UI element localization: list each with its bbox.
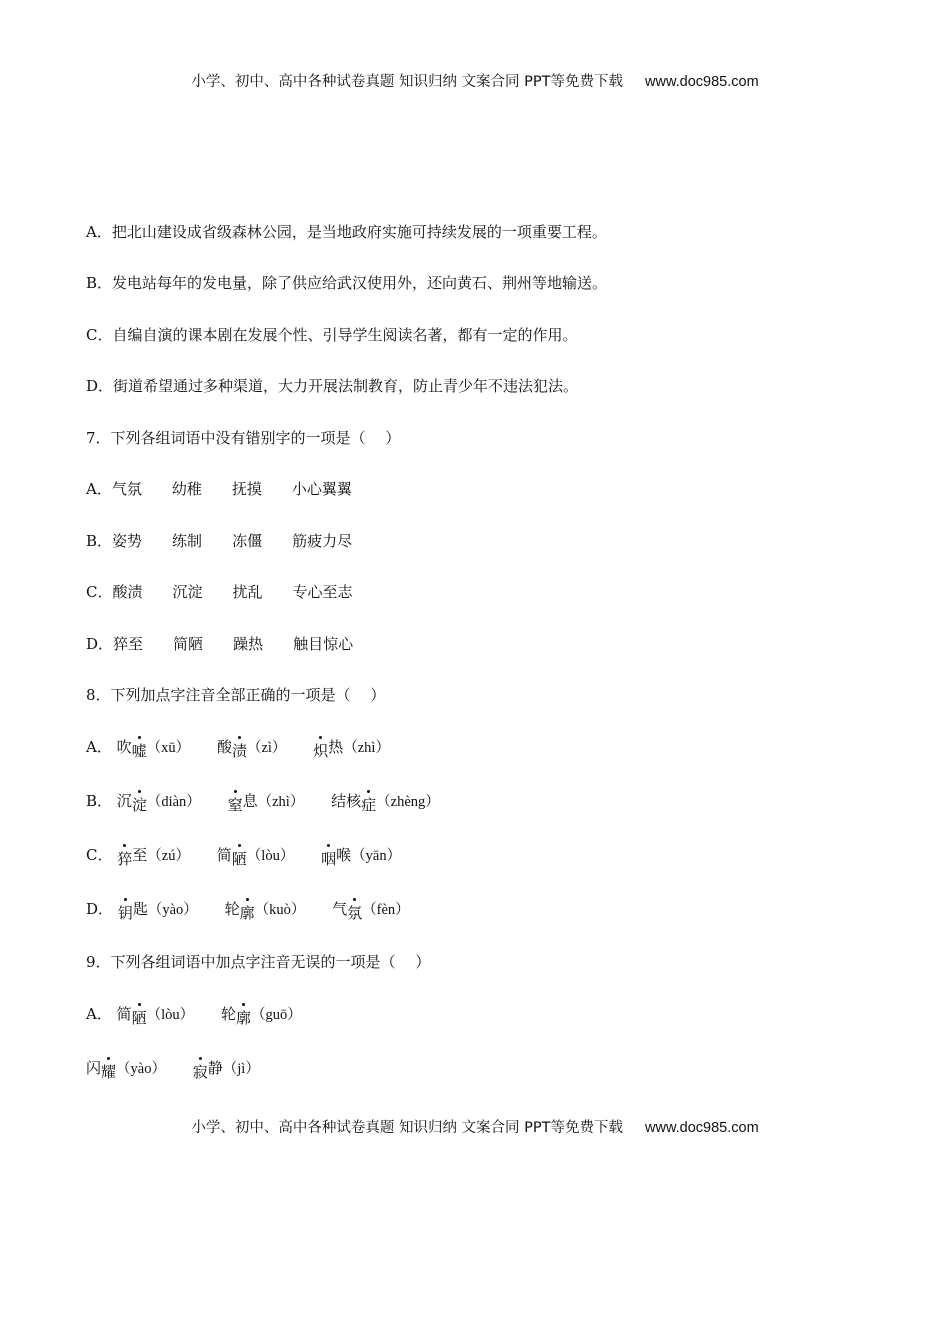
- char-plain: 结核: [331, 792, 362, 810]
- option-label: D．: [86, 900, 114, 918]
- option-label: C．: [86, 583, 113, 601]
- pinyin-item: [331, 792, 440, 814]
- pinyin-item: [321, 846, 402, 868]
- char-plain: 酸: [216, 738, 232, 756]
- footer-site-link[interactable]: www.doc985.com: [645, 1120, 759, 1136]
- pinyin-item: [224, 900, 306, 922]
- pinyin: （lòu）: [146, 1007, 195, 1023]
- pinyin-item: [227, 792, 305, 814]
- word: 幼稚: [171, 480, 202, 498]
- pinyin-item: [216, 846, 295, 868]
- pinyin-item: [116, 792, 201, 814]
- q6-option-c: [86, 325, 578, 345]
- pinyin-item: [117, 900, 198, 922]
- option-label: D．: [86, 377, 114, 395]
- q6-option-b: [86, 273, 607, 293]
- q7-option-c: [86, 582, 383, 602]
- word: 触目惊心: [293, 635, 354, 653]
- dotted-char: 陋: [231, 850, 247, 868]
- q9-stem: 9．下列各组词语中加点字注音无误的一项是（ ）: [86, 953, 431, 971]
- char-plain: 轮: [220, 1005, 236, 1023]
- word: 姿势: [112, 532, 143, 550]
- option-text: 把北山建设成省级森林公园，是当地政府实施可持续发展的一项重要工程。: [111, 223, 607, 241]
- pinyin-item: [116, 1005, 195, 1027]
- option-label: A．: [86, 1005, 112, 1023]
- option-text: 自编自演的课本剧在发展个性、引导学生阅读名著，都有一定的作用。: [112, 326, 578, 344]
- word: 简陋: [173, 635, 204, 653]
- char-plain: 气: [332, 900, 348, 918]
- option-label: D．: [86, 635, 114, 653]
- pinyin: （lòu）: [246, 848, 295, 864]
- header-text: 小学、初中、高中各种试卷真题 知识归纳 文案合同 PPT等免费下载: [191, 74, 624, 90]
- char-plain: 匙: [132, 900, 148, 918]
- footer-banner: [0, 1116, 950, 1137]
- char-plain: 简: [116, 1005, 132, 1023]
- word: 气氛: [111, 480, 142, 498]
- pinyin-item: [313, 738, 390, 760]
- pinyin: （xū）: [146, 740, 191, 756]
- dotted-char: 廓: [235, 1009, 251, 1027]
- header-site-link[interactable]: www.doc985.com: [645, 74, 759, 90]
- word: 冻僵: [232, 532, 263, 550]
- option-label: C．: [86, 846, 113, 864]
- footer-text: 小学、初中、高中各种试卷真题 知识归纳 文案合同 PPT等免费下载: [191, 1120, 624, 1136]
- word: 抚摸: [231, 480, 262, 498]
- pinyin: （yān）: [351, 848, 402, 864]
- word: 猝至: [113, 635, 144, 653]
- q8-option-a: [86, 737, 390, 758]
- dotted-char: 咽: [321, 850, 337, 868]
- char-plain: 喉: [336, 846, 352, 864]
- pinyin-item: [220, 1005, 302, 1027]
- dotted-char: 淀: [131, 796, 147, 814]
- char-plain: 息: [242, 792, 258, 810]
- char-plain: 闪: [86, 1059, 102, 1077]
- pinyin: （zhì）: [257, 794, 305, 810]
- dotted-char: 渍: [231, 742, 247, 760]
- dotted-char: 炽: [313, 742, 329, 760]
- header-banner: [0, 70, 950, 91]
- q9-option-a: [86, 1004, 302, 1025]
- dotted-char: 廓: [239, 904, 255, 922]
- q9-option-a-continuation: [86, 1058, 260, 1079]
- pinyin: （yào）: [147, 902, 198, 918]
- pinyin-item: [117, 846, 190, 868]
- dotted-char: 氛: [347, 904, 363, 922]
- word: 筋疲力尽: [292, 532, 353, 550]
- pinyin: （fèn）: [362, 902, 410, 918]
- dotted-char: 陋: [131, 1009, 147, 1027]
- q6-option-d: [86, 376, 578, 396]
- pinyin-item: [332, 900, 410, 922]
- q7-option-b: [86, 531, 382, 551]
- option-text: 发电站每年的发电量，除了供应给武汉使用外，还向黄石、荆州等地输送。: [112, 274, 608, 292]
- char-plain: 简: [216, 846, 232, 864]
- char-plain: 沉: [116, 792, 132, 810]
- word: 扰乱: [232, 583, 263, 601]
- option-label: A．: [86, 223, 112, 241]
- pinyin-item: [86, 1059, 166, 1081]
- option-label: B．: [86, 274, 113, 292]
- option-label: C．: [86, 326, 113, 344]
- option-label: A．: [86, 480, 112, 498]
- q8-option-b: [86, 791, 440, 812]
- char-plain: 静: [207, 1059, 223, 1077]
- dotted-char: 寂: [192, 1063, 208, 1081]
- pinyin: （guō）: [251, 1007, 302, 1023]
- q6-option-a: [86, 222, 607, 242]
- word: 酸渍: [112, 583, 143, 601]
- dotted-char: 钥: [117, 904, 133, 922]
- pinyin: （zhì）: [343, 740, 390, 756]
- dotted-char: 症: [361, 796, 377, 814]
- option-label: A．: [86, 738, 112, 756]
- char-plain: 至: [132, 846, 148, 864]
- pinyin: （jì）: [222, 1061, 260, 1077]
- q7-option-d: [86, 634, 383, 654]
- pinyin: （yào）: [116, 1061, 166, 1077]
- pinyin: （kuò）: [254, 902, 306, 918]
- option-text: 街道希望通过多种渠道，大力开展法制教育，防止青少年不违法犯法。: [113, 377, 579, 395]
- pinyin: （diàn）: [146, 794, 201, 810]
- char-plain: 轮: [224, 900, 240, 918]
- q7-stem: 7．下列各组词语中没有错别字的一项是（ ）: [86, 429, 401, 447]
- dotted-char: 猝: [117, 850, 133, 868]
- char-plain: 热: [328, 738, 344, 756]
- char-plain: 吹: [116, 738, 132, 756]
- option-label: B．: [86, 792, 113, 810]
- pinyin: （zú）: [147, 848, 190, 864]
- word: 专心至志: [292, 583, 353, 601]
- q8-stem: 8．下列加点字注音全部正确的一项是（ ）: [86, 686, 386, 704]
- pinyin: （zì）: [246, 740, 287, 756]
- pinyin: （zhèng）: [376, 794, 440, 810]
- option-label: B．: [86, 532, 113, 550]
- dotted-char: 嘘: [131, 742, 147, 760]
- pinyin-item: [192, 1059, 260, 1081]
- q8-option-d: [86, 899, 410, 920]
- pinyin-item: [216, 738, 287, 760]
- word: 躁热: [233, 635, 264, 653]
- dotted-char: 耀: [101, 1063, 117, 1081]
- word: 练制: [172, 532, 203, 550]
- word: 小心翼翼: [291, 480, 352, 498]
- dotted-char: 窒: [227, 796, 243, 814]
- q7-option-a: [86, 479, 382, 499]
- pinyin-item: [116, 738, 191, 760]
- word: 沉淀: [172, 583, 203, 601]
- q8-option-c: [86, 845, 401, 866]
